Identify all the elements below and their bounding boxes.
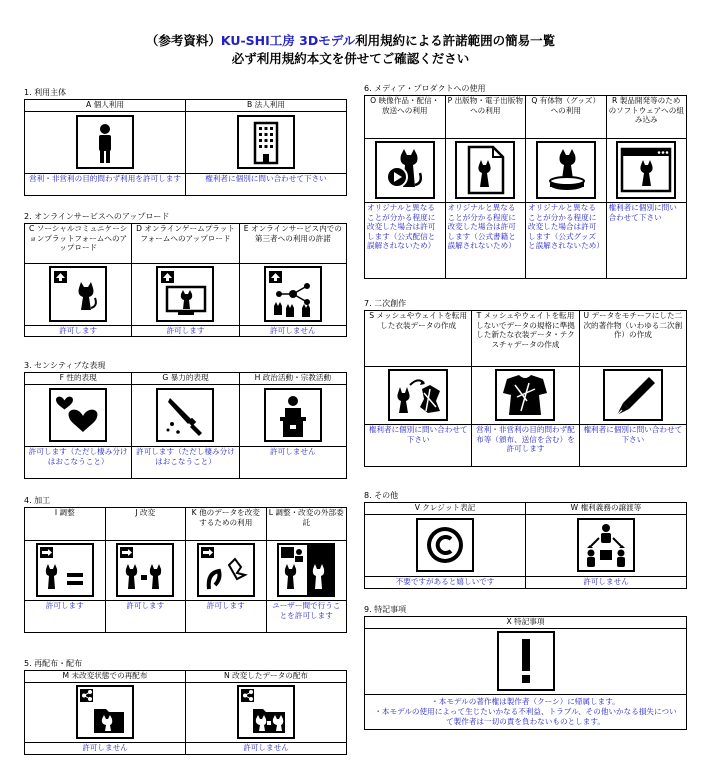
column-header: R 製品開発等のためのソフトウェアへの組み込み [606,96,687,139]
permission-text: 許可します（ただし棲み分けはおこなうこと） [132,447,239,479]
permission-text: 権利者に個別に問い合わせて下さい [186,174,347,196]
figure-icon [536,141,596,199]
person-icon [76,115,134,169]
column-header: J 改変 [105,508,186,541]
permission-text: 権利者に個別に問い合わせて下さい [365,425,472,467]
cat-tail-icon [197,543,255,597]
software-window-icon [616,141,676,199]
permission-text: 許可します [132,326,239,337]
page-title [0,31,701,49]
share-modified-icon [237,685,295,739]
column-header: I 調整 [25,508,106,541]
section-table [24,670,347,755]
column-header: E オンラインサービス内での第三者への利用の許諾 [239,224,346,264]
permission-text: 許可しません [526,577,687,589]
permission-text: ユーザー間で行うことを許可します [266,601,347,633]
section-usage-entity [24,87,347,196]
section-title: 8. その他 [364,491,399,500]
permission-text: オリジナルと異なることが分かる程度に改変した場合は許可します（公式配信と誤解されないため） [365,203,446,279]
section-table [364,502,687,589]
column-header: W 権利義務の譲渡等 [526,503,687,515]
column-header: K 他のデータを改変するための利用 [186,508,267,541]
permission-text: 許可します [25,326,132,337]
section-title: 4. 加工 [24,496,51,505]
column-header: P 出版物・電子出版物への利用 [445,96,526,139]
document-icon [455,141,515,199]
column-header: L 調整・改変の外部委託 [266,508,347,541]
column-header: V クレジット表記 [365,503,526,515]
section-title: 5. 再配布・配布 [24,659,83,668]
column-header: M 未改変状態での再配布 [25,671,186,683]
section-title: 2. オンラインサービスへのアップロード [24,212,170,221]
column-header: Q 有体物（グッズ）への利用 [526,96,607,139]
section-table [24,99,347,196]
upload-monitor-icon [156,266,214,322]
page-subtitle: 必ず利用規約本文を併せてご確認ください [231,51,470,66]
permission-text: 許可しません [239,326,346,337]
share-folder-icon [76,685,134,739]
permission-text: 許可します [105,601,186,633]
permission-text: 許可します（ただし棲み分けはおこなうこと） [25,447,132,479]
permission-text: オリジナルと異なることが分かる程度に改変した場合は許可します（公式グッズと誤解されないため） [526,203,607,279]
section-redistribution [24,658,347,755]
section-processing [24,495,347,633]
title-brand: KU-SHI工房 3Dモデル [220,33,356,48]
modify-icon [116,543,174,597]
section-title: 6. メディア・プロダクトへの使用 [364,84,486,93]
section-table [364,616,687,730]
section-table [24,507,347,633]
permission-text: 許可しません [186,743,347,755]
column-header: A 個人利用 [25,100,186,112]
column-header: N 改変したデータの配布 [186,671,347,683]
section-derivative-works [364,298,687,467]
copyright-icon [416,518,474,572]
column-header: G 暴力的表現 [132,373,239,385]
column-header: X 特記事項 [365,617,687,629]
shirt-icon [495,369,555,421]
column-header: T メッシュやウェイトを転用しないでデータの規格に準拠した新たな衣装データ・テクスチャデータの作成 [472,311,579,367]
permission-text: 許可します [186,601,267,633]
section-title: 7. 二次創作 [364,299,407,308]
column-header: U データをモチーフにした二次的著作物（いわゆる二次創作）の作成 [579,311,686,367]
permission-text: 営利・非営利の目的問わず利用を許可します [25,174,186,196]
section-table [364,310,687,467]
video-play-icon [375,141,435,199]
permission-text: オリジナルと異なることが分かる程度に改変した場合は許可します（公式書籍と誤解されないため） [445,203,526,279]
note-line: ・本モデルの著作権は製作者（クーシ）に帰属します。 [431,697,620,706]
share-network-icon [264,266,322,322]
column-header: H 政治活動・宗教活動 [239,373,346,385]
note-line: ・本モデルの使用によって生じたいかなる不利益、トラブル、その他いかなる損失について製作者は一切の責を負わないものとします。 [374,707,677,726]
section-table [364,95,687,279]
podium-speaker-icon [264,388,322,442]
section-title: 9. 特記事項 [364,605,407,614]
upload-avatar-icon [49,266,107,322]
column-header: B 法人利用 [186,100,347,112]
section-table [24,372,347,479]
adjust-icon [36,543,94,597]
title-prefix: （参考資料） [145,33,221,48]
pen-icon [603,369,663,421]
permission-text: 営利・非営利の目的問わず配布等（頒布、送信を含む）を許可します [472,425,579,467]
section-media-products [364,83,687,279]
section-title: 1. 利用主体 [24,88,67,97]
column-header: C ソーシャルコミュニケーションプラットフォームへのアップロード [25,224,132,264]
transfer-people-icon [577,518,635,572]
column-header: F 性的表現 [25,373,132,385]
hearts-icon [49,388,107,442]
section-sensitive-expression [24,360,347,479]
permission-text: 許可しません [239,447,346,479]
column-header: O 映像作品・配信・放送への利用 [365,96,446,139]
column-header: S メッシュやウェイトを転用した衣装データの作成 [365,311,472,367]
outsource-icon [277,543,335,597]
title-suffix: 利用規約による許諾範囲の簡易一覧 [355,33,556,48]
section-special-notes [364,604,687,730]
permission-text: 権利者に個別に問い合わせて下さい [579,425,686,467]
permission-text: 許可しません [25,743,186,755]
building-icon [237,115,295,169]
permission-text: 不要ですがあると嬉しいです [365,577,526,589]
exclamation-icon [497,631,555,691]
column-header: D オンラインゲームプラットフォームへのアップロード [132,224,239,264]
section-title: 3. センシティブな表現 [24,361,106,370]
costume-transfer-icon [388,369,448,421]
knife-icon [156,388,214,442]
permission-text: 権利者に個別に問い合わせて下さい [606,203,687,279]
permission-text: 許可します [25,601,106,633]
section-other [364,490,687,589]
section-table [24,223,347,337]
section-online-upload [24,211,347,337]
